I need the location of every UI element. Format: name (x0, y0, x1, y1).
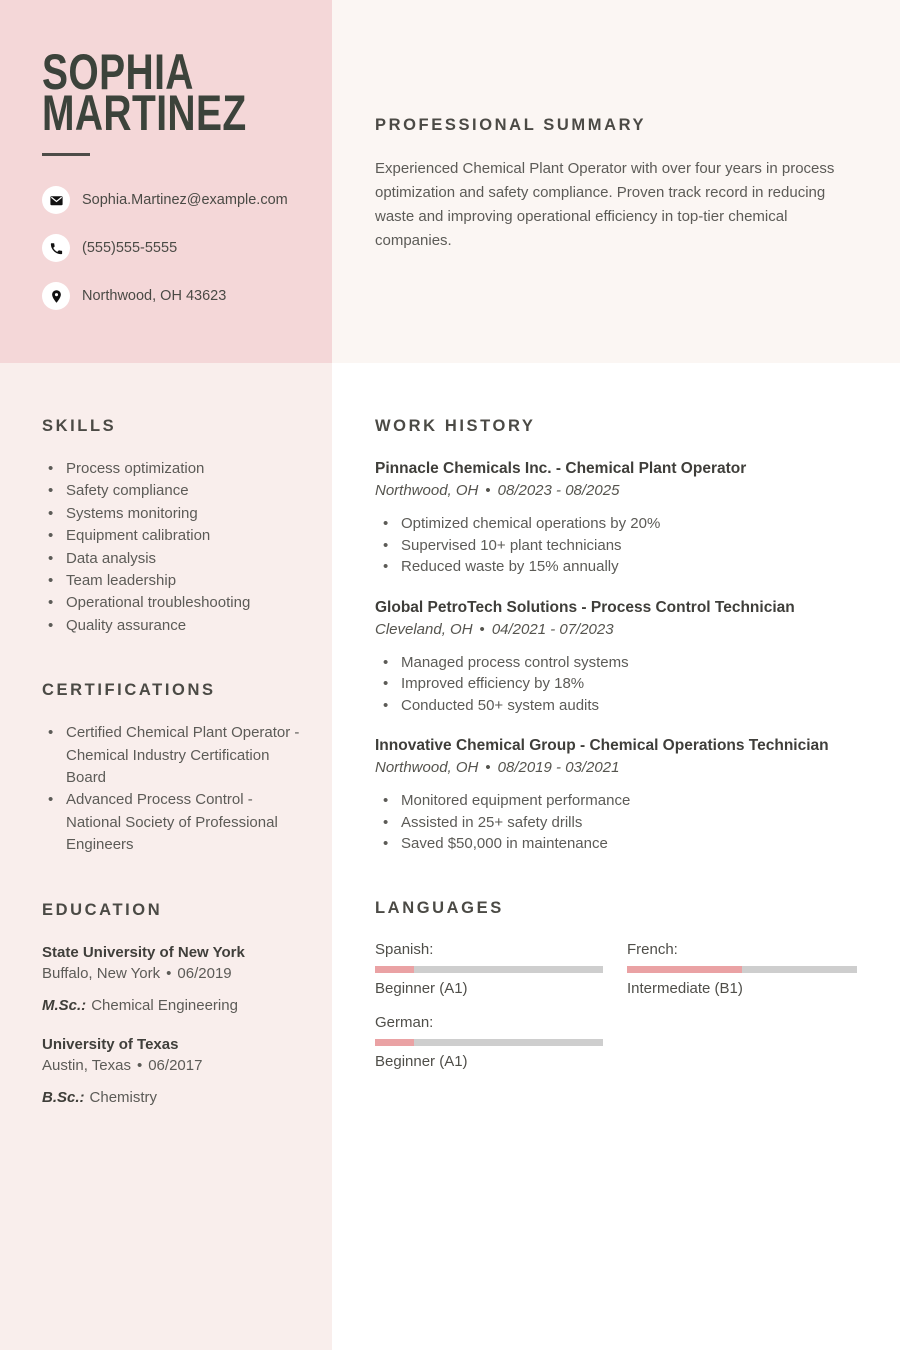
job-bullet-text: Assisted in 25+ safety drills (401, 813, 583, 831)
certifications-heading: CERTIFICATIONS (42, 681, 216, 700)
school-location: Austin, Texas (42, 1056, 131, 1074)
degree-line (42, 1087, 302, 1108)
job-bullet (383, 673, 860, 695)
contact-list (42, 186, 302, 310)
location-icon (42, 282, 70, 310)
skills-section (42, 417, 302, 637)
name-divider (42, 153, 90, 156)
language-level-bar-fill (375, 1039, 414, 1046)
skill-text: Quality assurance (66, 616, 187, 634)
contact-phone-row (42, 234, 302, 262)
job-bullet (383, 652, 860, 674)
bullet-glyph: • (48, 504, 54, 522)
education-entry (42, 1034, 302, 1108)
skill-text: Process optimization (66, 460, 205, 477)
summary-band (332, 0, 900, 363)
language-level-label: Beginner (A1) (375, 979, 468, 997)
skills-list (42, 458, 302, 637)
right-column (332, 0, 900, 1350)
education-entry (42, 942, 302, 1016)
job-bullet (383, 556, 860, 578)
work-history-section (375, 417, 860, 855)
bullet-glyph: • (383, 558, 389, 575)
languages-grid (375, 940, 860, 1072)
contact-phone-text: (555)555-5555 (82, 240, 178, 256)
bullet-glyph: • (48, 482, 54, 500)
degree-label: B.Sc.: (42, 1088, 85, 1106)
job-bullet (383, 812, 860, 834)
skill-text: Operational troubleshooting (66, 594, 251, 612)
job-meta (375, 619, 860, 640)
degree-field: Chemical Engineering (91, 996, 238, 1014)
job-bullet (383, 513, 860, 535)
job-location: Northwood, OH (375, 759, 479, 776)
bullet-glyph: • (48, 616, 54, 634)
job-bullet (383, 695, 860, 717)
languages-heading: LANGUAGES (375, 898, 504, 917)
bullet-glyph: • (48, 572, 54, 590)
bullet-glyph: • (383, 536, 389, 554)
job-bullet-text: Saved $50,000 in maintenance (401, 835, 608, 852)
language-level-bar (375, 966, 603, 973)
language-entry (375, 1013, 603, 1072)
bullet-glyph: • (383, 515, 389, 532)
job-location: Cleveland, OH (375, 620, 473, 638)
education-heading: EDUCATION (42, 900, 163, 919)
certifications-section (42, 681, 302, 856)
bullet-glyph: • (383, 792, 389, 809)
certification-item (48, 722, 302, 789)
job-bullets (375, 790, 860, 855)
email-icon (42, 186, 70, 214)
skills-heading: SKILLS (42, 417, 117, 435)
school-date: 06/2019 (177, 964, 232, 982)
language-name: German: (375, 1013, 434, 1031)
job-bullet-text: Optimized chemical operations by 20% (401, 515, 661, 532)
job-title: Pinnacle Chemicals Inc. - Chemical Plant Operator (375, 460, 747, 477)
language-entry (627, 940, 857, 999)
bullet-glyph: • (48, 549, 54, 567)
language-level-label: Beginner (A1) (375, 1052, 468, 1070)
bullet-glyph: • (48, 594, 54, 612)
person-last-name: MARTINEZ (42, 85, 247, 141)
job-dates: 04/2021 - 07/2023 (491, 620, 614, 638)
skill-text: Systems monitoring (66, 504, 198, 522)
job-bullet-text: Reduced waste by 15% annually (401, 558, 619, 575)
skill-text: Data analysis (66, 549, 157, 567)
dot-separator: • (479, 620, 485, 638)
job-bullets (375, 652, 860, 717)
job-entry (375, 597, 860, 717)
dot-separator: • (485, 759, 491, 776)
job-entry (375, 458, 860, 578)
summary-heading: PROFESSIONAL SUMMARY (375, 116, 647, 134)
skill-item (48, 570, 302, 592)
certifications-list (42, 722, 302, 856)
dot-separator: • (136, 1056, 143, 1074)
bullet-glyph: • (48, 791, 54, 809)
language-level-bar (627, 966, 857, 973)
school-location: Buffalo, New York (42, 964, 161, 982)
main-sections (332, 363, 900, 1350)
work-history-heading: WORK HISTORY (375, 417, 536, 435)
job-meta (375, 757, 860, 778)
job-title: Global PetroTech Solutions - Process Control Technician (375, 598, 795, 616)
skill-item (48, 503, 302, 525)
person-first-name: SOPHIA (42, 44, 194, 100)
certification-text: Certified Chemical Plant Operator - Chemical Industry Certification Board (66, 724, 300, 787)
school-name: State University of New York (42, 943, 245, 961)
summary-text: Experienced Chemical Plant Operator with over four years in process optimization and safety compliance. Proven track record in reducing waste and improving operational efficiency in top-tier chemical companies. (375, 160, 835, 249)
left-column (0, 0, 332, 1350)
job-bullets (375, 513, 860, 578)
job-bullet (383, 535, 860, 557)
bullet-glyph: • (48, 460, 54, 477)
job-meta (375, 480, 860, 501)
person-name (42, 44, 247, 141)
bullet-glyph: • (383, 675, 389, 692)
language-level-bar (375, 1039, 603, 1046)
skill-item (48, 592, 302, 614)
job-location: Northwood, OH (375, 482, 479, 499)
bullet-glyph: • (48, 527, 54, 545)
job-dates: 08/2023 - 08/2025 (497, 482, 620, 499)
job-bullet (383, 833, 860, 855)
job-title: Innovative Chemical Group - Chemical Operations Technician (375, 737, 829, 754)
job-bullet-text: Improved efficiency by 18% (401, 675, 585, 692)
language-name: French: (627, 940, 678, 958)
degree-label: M.Sc.: (42, 996, 87, 1014)
dot-separator: • (485, 482, 491, 499)
skill-text: Safety compliance (66, 482, 189, 500)
phone-icon (42, 234, 70, 262)
language-name: Spanish: (375, 940, 434, 958)
skill-item (48, 615, 302, 637)
language-entry (375, 940, 603, 999)
contact-location-text: Northwood, OH 43623 (82, 288, 227, 304)
degree-line (42, 995, 302, 1016)
school-date: 06/2017 (148, 1056, 203, 1074)
skill-item (48, 480, 302, 502)
name-contact-header (0, 0, 332, 363)
bullet-glyph: • (383, 696, 389, 714)
skill-item (48, 548, 302, 570)
education-section (42, 901, 302, 1108)
job-bullet-text: Managed process control systems (401, 653, 629, 671)
school-meta (42, 963, 302, 984)
school-name: University of Texas (42, 1035, 179, 1053)
sidebar-sections (0, 363, 332, 1350)
job-dates: 08/2019 - 03/2021 (497, 759, 620, 776)
job-bullet (383, 790, 860, 812)
skill-text: Team leadership (66, 572, 177, 590)
certification-text: Advanced Process Control - National Society of Professional Engineers (66, 791, 278, 854)
bullet-glyph: • (383, 653, 389, 671)
bullet-glyph: • (383, 813, 389, 831)
dot-separator: • (166, 964, 172, 982)
languages-section (375, 899, 860, 1072)
contact-location-row (42, 282, 302, 310)
language-level-bar-fill (627, 966, 742, 973)
school-meta (42, 1055, 302, 1076)
contact-email-row (42, 186, 302, 214)
degree-field: Chemistry (89, 1088, 158, 1106)
skill-text: Equipment calibration (66, 527, 211, 545)
job-entry (375, 735, 860, 855)
job-bullet-text: Supervised 10+ plant technicians (401, 536, 622, 554)
job-bullet-text: Monitored equipment performance (401, 792, 631, 809)
job-bullet-text: Conducted 50+ system audits (401, 696, 600, 714)
bullet-glyph: • (383, 835, 389, 852)
language-level-label: Intermediate (B1) (627, 979, 743, 997)
bullet-glyph: • (48, 724, 54, 742)
language-level-bar-fill (375, 966, 414, 973)
skill-item (48, 458, 302, 480)
certification-item (48, 789, 302, 856)
contact-email-text: Sophia.Martinez@example.com (82, 192, 288, 208)
skill-item (48, 525, 302, 547)
